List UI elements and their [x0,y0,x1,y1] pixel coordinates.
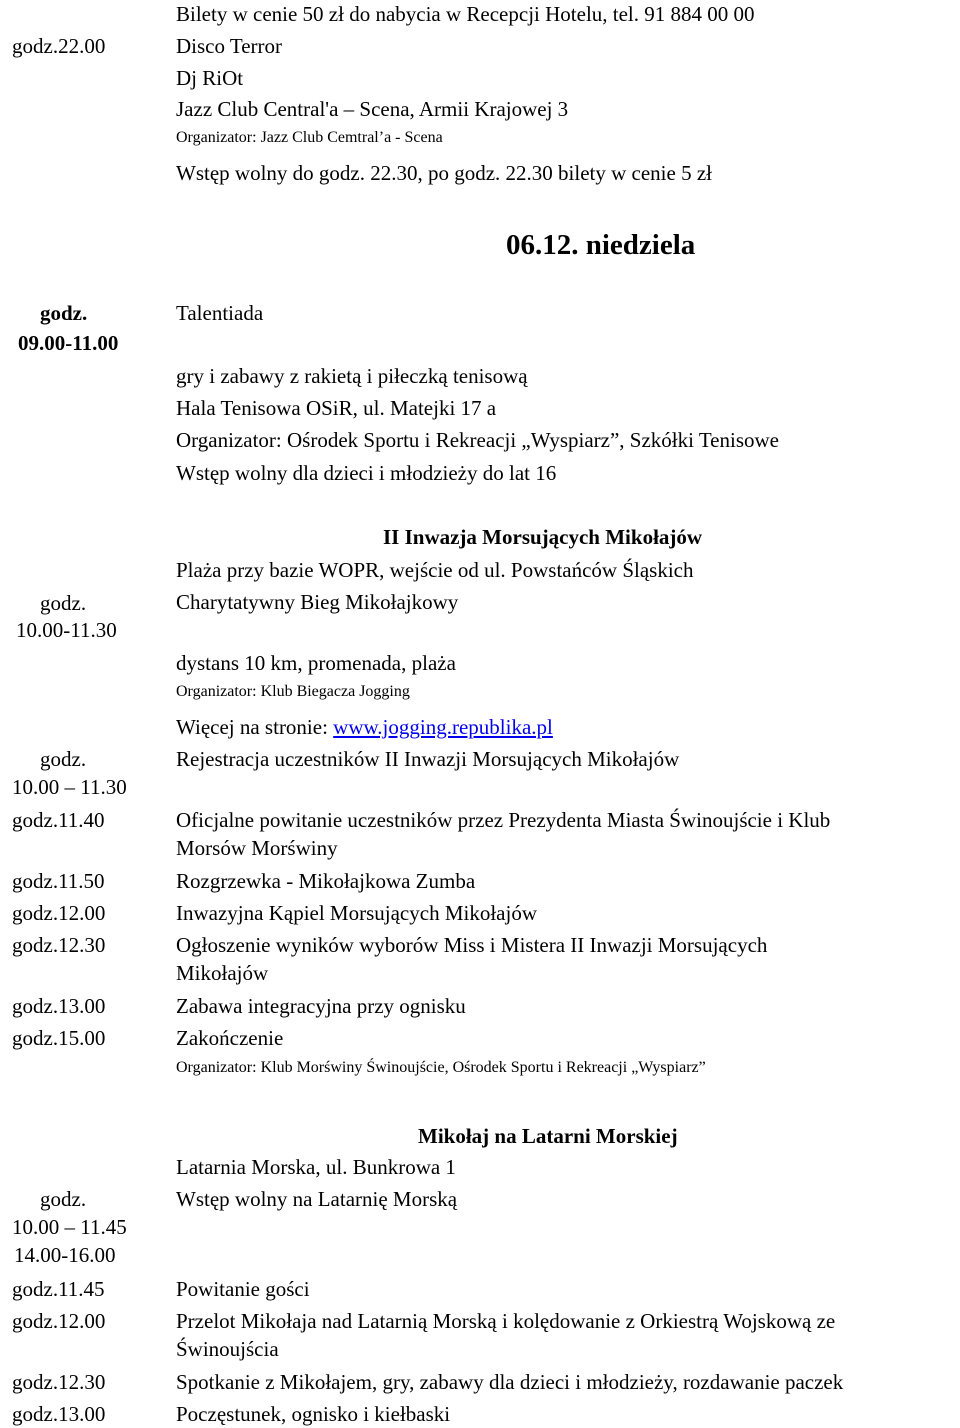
event-entry: Wstęp wolny do godz. 22.30, po godz. 22.30 bilety w cenie 5 zł [176,161,712,185]
event-time: 09.00-11.00 [18,331,119,355]
event-venue: Hala Tenisowa OSiR, ul. Matejki 17 a [176,396,497,420]
event-time: godz. [40,591,87,615]
event-description: gry i zabawy z rakietą i piłeczką tenisową [176,364,528,388]
event-entry: Wstęp wolny dla dzieci i młodzieży do lat 16 [176,461,557,485]
event-time: 10.00 – 11.30 [12,775,127,799]
schedule-time: godz.13.00 [12,1402,106,1426]
more-info [176,714,553,740]
schedule-time: godz.15.00 [12,1026,106,1050]
schedule-item: Inwazyjna Kąpiel Morsujących Mikołajów [176,901,537,925]
schedule-item-cont: Mikołajów [176,961,269,985]
event-time: godz. [40,301,88,325]
schedule-item: Rozgrzewka - Mikołajkowa Zumba [176,869,476,893]
event-registration: Rejestracja uczestników II Inwazji Morsujących Mikołajów [176,747,680,771]
event-title: Talentiada [176,301,264,325]
schedule-time: godz.11.50 [12,869,105,893]
schedule-item: Ogłoszenie wyników wyborów Miss i Mistera II Inwazji Morsujących [176,933,768,957]
event-title: Mikołaj na Latarni Morskiej [418,1124,678,1148]
event-title: II Inwazja Morsujących Mikołajów [383,525,703,549]
schedule-item-cont: Świnoujścia [176,1337,279,1361]
tickets-info: Bilety w cenie 50 zł do nabycia w Recepcji Hotelu, tel. 91 884 00 00 [176,2,755,26]
schedule-time: godz.12.30 [12,933,106,957]
event-dj: Dj RiOt [176,66,244,90]
event-organizer: Organizator: Jazz Club Cemtral’a - Scena [176,129,443,146]
event-time: godz.22.00 [12,34,106,58]
website-link[interactable]: www.jogging.republika.pl [333,715,553,739]
event-venue: Jazz Club Central'a – Scena, Armii Krajowej 3 [176,97,569,121]
schedule-time: godz.11.40 [12,808,105,832]
event-entry: Wstęp wolny na Latarnię Morską [176,1187,458,1211]
event-time: 10.00 – 11.45 [12,1215,127,1239]
schedule-time: godz.12.30 [12,1370,106,1394]
schedule-item: Powitanie gości [176,1277,310,1301]
event-organizer: Organizator: Klub Morświny Świnoujście, Ośrodek Sportu i Rekreacji „Wyspiarz” [176,1059,706,1076]
event-time: godz. [40,1187,87,1211]
event-time: 10.00-11.30 [16,618,117,642]
event-distance: dystans 10 km, promenada, plaża [176,651,456,675]
more-info-label: Więcej na stronie: [176,715,334,739]
event-organizer: Organizator: Klub Biegacza Jogging [176,683,410,700]
schedule-time: godz.13.00 [12,994,106,1018]
schedule-item: Oficjalne powitanie uczestników przez Prezydenta Miasta Świnoujście i Klub [176,808,831,832]
event-time: 14.00-16.00 [14,1243,116,1267]
event-organizer: Organizator: Ośrodek Sportu i Rekreacji „Wyspiarz”, Szkółki Tenisowe [176,428,779,452]
schedule-item: Poczęstunek, ognisko i kiełbaski [176,1402,451,1426]
event-title: Disco Terror [176,34,283,58]
schedule-item: Zabawa integracyjna przy ognisku [176,994,466,1018]
event-time: godz. [40,747,87,771]
schedule-item: Przelot Mikołaja nad Latarnią Morską i kolędowanie z Orkiestrą Wojskową ze [176,1309,836,1333]
schedule-item: Zakończenie [176,1026,284,1050]
event-venue: Latarnia Morska, ul. Bunkrowa 1 [176,1155,456,1179]
schedule-time: godz.11.45 [12,1277,105,1301]
event-run: Charytatywny Bieg Mikołajkowy [176,590,459,614]
schedule-time: godz.12.00 [12,1309,106,1333]
schedule-item-cont: Morsów Morświny [176,836,338,860]
day-heading: 06.12. niedziela [506,229,696,261]
schedule-item: Spotkanie z Mikołajem, gry, zabawy dla dzieci i młodzieży, rozdawanie paczek [176,1370,844,1394]
schedule-time: godz.12.00 [12,901,106,925]
event-venue: Plaża przy bazie WOPR, wejście od ul. Powstańców Śląskich [176,558,694,582]
